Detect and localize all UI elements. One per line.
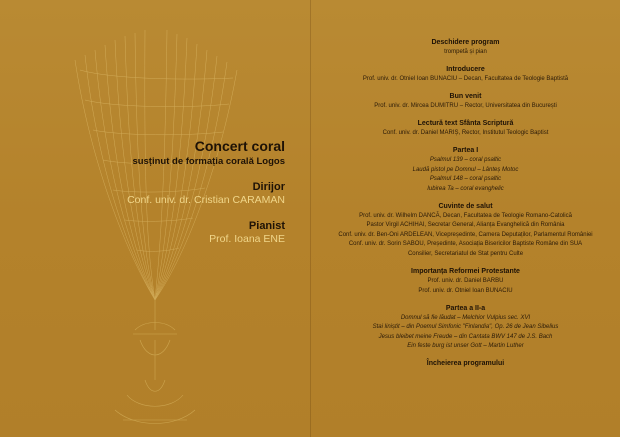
- program-section: [311, 37, 620, 58]
- pianist-name: Prof. Ioana ENE: [209, 233, 285, 245]
- section-line: Conf. univ. dr. Ben-Oni ARDELEAN, Vicepreședinte, Camera Deputaților, Parlamentul României: [338, 231, 593, 238]
- section-title: Încheierea programului: [426, 360, 505, 368]
- section-line: Consilier, Secretariatul de Stat pentru Culte: [407, 250, 524, 257]
- section-title: Partea I: [452, 147, 479, 155]
- section-line: Domnul să fie lăudat – Melchior Vulpius sec. XVI: [400, 314, 531, 321]
- section-line: Ein feste burg ist unser Gott – Martin Luther: [407, 343, 524, 350]
- program-section: [311, 91, 620, 112]
- right-panel: [311, 0, 620, 437]
- section-title: Bun venit: [449, 93, 482, 101]
- section-line: Pastor Virgil ACHIHAI, Secretar General, Alianța Evanghelică din România: [366, 222, 565, 229]
- section-line: Conf. univ. dr. Sorin SABOU, Președinte, Asociația Bisericilor Baptiste Române din SUA: [348, 241, 583, 248]
- section-line: Prof. univ. dr. Wilhelm DANCĂ, Decan, Facultatea de Teologie Romano-Catolică: [359, 212, 572, 219]
- concert-title: Concert coral: [194, 138, 285, 154]
- section-title: Partea a II-a: [445, 304, 486, 312]
- section-line: Conf. univ. dr. Daniel MARIȘ, Rector, Institutul Teologic Baptist: [382, 130, 549, 137]
- section-title: Importanța Reformei Protestante: [411, 268, 520, 276]
- program-section: [311, 118, 620, 139]
- section-line: Jesus bleibet meine Freude – din Cantata BWV 147 de J.S. Bach: [378, 333, 553, 340]
- program-section: [311, 201, 620, 260]
- section-title: Introducere: [446, 66, 485, 74]
- section-line: Prof. univ. dr. Otniel Ioan BUNACIU – Decan, Facultatea de Teologie Baptistă: [362, 76, 569, 83]
- section-line: Prof. univ. dr. Mircea DUMITRU – Rector, Universitatea din București: [374, 103, 557, 110]
- program-section: [311, 266, 620, 296]
- section-title: Cuvinte de salut: [438, 202, 493, 210]
- section-line: Stai liniștit – din Poemul Simfonic "Finlandia", Op. 26 de Jean Sibelius: [372, 324, 559, 331]
- concert-subtitle: susținut de formația corală Logos: [132, 156, 285, 167]
- conductor-name: Conf. univ. dr. Cristian CARAMAN: [127, 194, 285, 206]
- program-list: [311, 37, 620, 376]
- program-section: [311, 145, 620, 194]
- program-section: [311, 303, 620, 352]
- section-line: Laudă pistol pe Domnul – Lânteș Motoc: [412, 166, 519, 173]
- pianist-label: Pianist: [248, 220, 285, 232]
- section-line: Prof. univ. dr. Otniel Ioan BUNACIU: [418, 287, 513, 294]
- concert-info: [70, 138, 285, 246]
- section-title: Lectură text Sfânta Scriptură: [417, 120, 514, 128]
- section-line: Psalmul 148 – coral psaltic: [429, 176, 502, 183]
- program-section: [311, 358, 620, 369]
- section-line: trompetă și pian: [444, 49, 487, 55]
- section-line: Prof. univ. dr. Daniel BARBU: [427, 278, 504, 285]
- conductor-label: Dirijor: [252, 181, 285, 193]
- section-line: Iubirea Ta – coral evanghelic: [427, 185, 504, 192]
- program-section: [311, 64, 620, 85]
- section-line: Psalmul 139 – coral psaltic: [429, 157, 502, 164]
- section-title: Deschidere program: [431, 39, 500, 46]
